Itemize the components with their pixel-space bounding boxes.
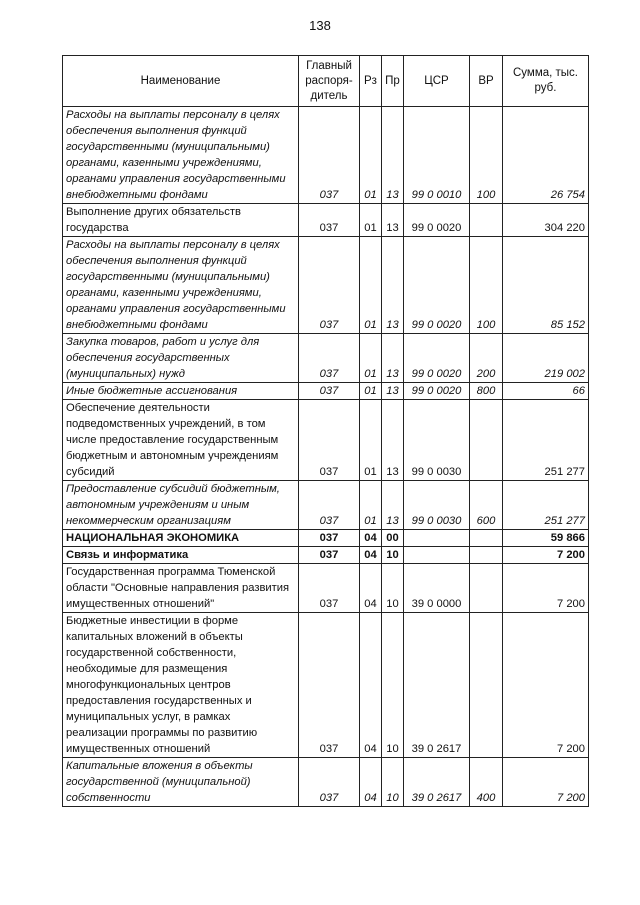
cell-sum: 219 002 [503,334,589,383]
cell-chief: 037 [299,400,360,481]
cell-csr: 39 0 2617 [404,613,470,758]
cell-rz: 04 [360,530,382,547]
table-row [63,547,589,564]
cell-name: Предоставление субсидий бюджетным, автономным учреждениям и иным некоммерческим организациям [63,481,299,530]
table-row [63,758,589,807]
cell-pr: 13 [382,400,404,481]
cell-csr: 99 0 0020 [404,237,470,334]
cell-vr [470,613,503,758]
table-row [63,564,589,613]
table-row [63,107,589,204]
header-name: Наименование [63,56,299,107]
cell-pr: 10 [382,564,404,613]
cell-sum: 304 220 [503,204,589,237]
cell-csr: 99 0 0020 [404,383,470,400]
cell-rz: 04 [360,547,382,564]
cell-rz: 04 [360,564,382,613]
cell-chief: 037 [299,613,360,758]
table-row [63,481,589,530]
cell-name: Капитальные вложения в объекты государственной (муниципальной) собственности [63,758,299,807]
cell-vr [470,400,503,481]
cell-csr: 39 0 0000 [404,564,470,613]
cell-rz: 01 [360,383,382,400]
cell-sum: 7 200 [503,564,589,613]
cell-chief: 037 [299,334,360,383]
header-rz: Рз [360,56,382,107]
cell-rz: 04 [360,613,382,758]
cell-vr: 100 [470,237,503,334]
cell-vr [470,530,503,547]
cell-rz: 01 [360,334,382,383]
header-vr: ВР [470,56,503,107]
cell-sum: 7 200 [503,613,589,758]
header-chief: Главный распоря-дитель [299,56,360,107]
header-pr: Пр [382,56,404,107]
cell-chief: 037 [299,758,360,807]
cell-vr: 400 [470,758,503,807]
cell-vr: 600 [470,481,503,530]
cell-csr: 39 0 2617 [404,758,470,807]
cell-sum: 7 200 [503,547,589,564]
cell-chief: 037 [299,204,360,237]
cell-pr: 10 [382,613,404,758]
cell-vr: 800 [470,383,503,400]
cell-name: Расходы на выплаты персоналу в целях обеспечения выполнения функций государственными (муниципальными) органами, казенными учреждениями, органами управления государственными внебюджетными фондами [63,107,299,204]
cell-pr: 13 [382,107,404,204]
cell-sum: 85 152 [503,237,589,334]
table-row [63,237,589,334]
table-row [63,613,589,758]
cell-csr: 99 0 0030 [404,400,470,481]
cell-pr: 13 [382,204,404,237]
header-sum: Сумма, тыс. руб. [503,56,589,107]
cell-sum: 59 866 [503,530,589,547]
cell-sum: 251 277 [503,481,589,530]
cell-chief: 037 [299,481,360,530]
cell-vr [470,564,503,613]
cell-rz: 04 [360,758,382,807]
cell-sum: 7 200 [503,758,589,807]
cell-rz: 01 [360,204,382,237]
table-body [63,107,589,807]
cell-name: Обеспечение деятельности подведомственных учреждений, в том числе предоставление государственным бюджетным и автономным учреждениям субсидий [63,400,299,481]
table-row [63,400,589,481]
table-row [63,383,589,400]
page-number: 138 [309,18,331,33]
cell-vr [470,547,503,564]
cell-csr: 99 0 0020 [404,204,470,237]
cell-sum: 26 754 [503,107,589,204]
cell-chief: 037 [299,107,360,204]
cell-pr: 13 [382,237,404,334]
cell-pr: 10 [382,758,404,807]
header-row [63,56,589,107]
cell-name: Государственная программа Тюменской области "Основные направления развития имущественных отношений" [63,564,299,613]
cell-rz: 01 [360,237,382,334]
header-csr: ЦСР [404,56,470,107]
table-row [63,530,589,547]
cell-name: Бюджетные инвестиции в форме капитальных вложений в объекты государственной собственности, необходимые для размещения многофункциональных центров предоставления государственных и муниципальных услуг, в рамках реализации программы по развитию имущественных отношений [63,613,299,758]
cell-name: НАЦИОНАЛЬНАЯ ЭКОНОМИКА [63,530,299,547]
cell-name: Закупка товаров, работ и услуг для обеспечения государственных (муниципальных) нужд [63,334,299,383]
cell-chief: 037 [299,383,360,400]
cell-name: Связь и информатика [63,547,299,564]
cell-vr [470,204,503,237]
cell-chief: 037 [299,530,360,547]
cell-sum: 66 [503,383,589,400]
cell-pr: 10 [382,547,404,564]
cell-csr: 99 0 0010 [404,107,470,204]
cell-rz: 01 [360,400,382,481]
cell-vr: 100 [470,107,503,204]
cell-csr: 99 0 0020 [404,334,470,383]
cell-chief: 037 [299,564,360,613]
cell-chief: 037 [299,547,360,564]
cell-pr: 13 [382,481,404,530]
cell-name: Иные бюджетные ассигнования [63,383,299,400]
cell-chief: 037 [299,237,360,334]
cell-csr [404,530,470,547]
cell-name: Выполнение других обязательств государства [63,204,299,237]
cell-name: Расходы на выплаты персоналу в целях обеспечения выполнения функций государственными (муниципальными) органами, казенными учреждениями, органами управления государственными внебюджетными фондами [63,237,299,334]
cell-rz: 01 [360,481,382,530]
cell-csr: 99 0 0030 [404,481,470,530]
cell-pr: 13 [382,383,404,400]
cell-pr: 13 [382,334,404,383]
cell-vr: 200 [470,334,503,383]
cell-pr: 00 [382,530,404,547]
cell-rz: 01 [360,107,382,204]
budget-table [62,55,589,807]
cell-csr [404,547,470,564]
table-row [63,334,589,383]
cell-sum: 251 277 [503,400,589,481]
table-row [63,204,589,237]
